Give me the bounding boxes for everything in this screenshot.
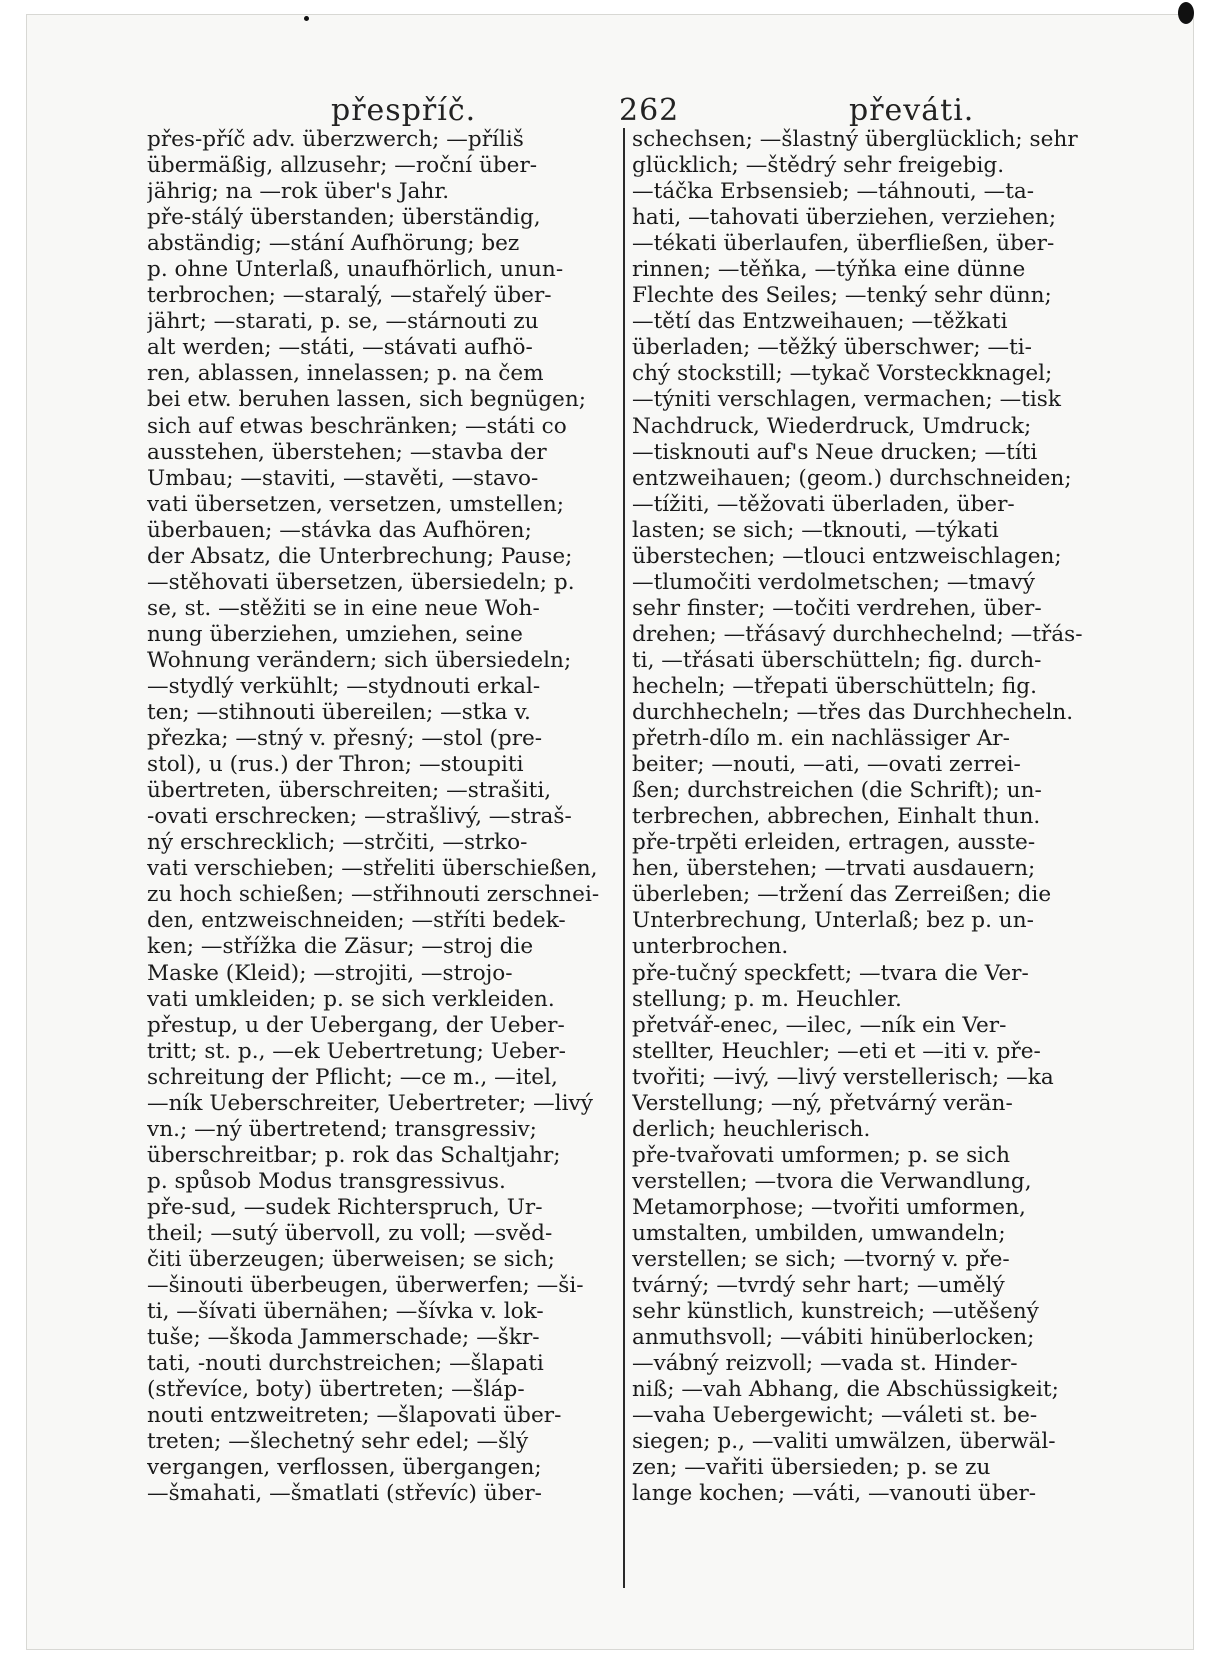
- text-line: überleben; —tržení das Zerreißen; die: [632, 882, 1052, 908]
- text-line: pře-tučný speckfett; —tvara die Ver-: [632, 960, 1029, 986]
- text-line: chý stockstill; —tykač Vorsteckknagel;: [632, 361, 1053, 387]
- text-line: stellter, Heuchler; —eti et —iti v. pře-: [632, 1038, 1041, 1064]
- text-line: beiter; —nouti, —ati, —ovati zerrei-: [632, 752, 1021, 778]
- text-line: überstechen; —tlouci entzweischlagen;: [632, 543, 1062, 569]
- text-line: siegen; p., —valiti umwälzen, überwäl-: [632, 1429, 1056, 1455]
- text-line: abständig; —stání Aufhörung; bez: [147, 231, 520, 257]
- text-line: jährig; na —rok über's Jahr.: [147, 179, 450, 205]
- text-line: tuše; —škoda Jammerschade; —škr-: [147, 1325, 540, 1351]
- text-line: schreitung der Pflicht; —ce m., —itel,: [147, 1064, 558, 1090]
- text-line: stol), u (rus.) der Thron; —stoupiti: [147, 752, 524, 778]
- text-line: bei etw. beruhen lassen, sich begnügen;: [147, 387, 587, 413]
- text-line: sehr künstlich, kunstreich; —utěšený: [632, 1299, 1039, 1325]
- text-line: čiti überzeugen; überweisen; se sich;: [147, 1247, 555, 1273]
- text-line: tvořiti; —ivý, —livý verstellerisch; —ka: [632, 1064, 1054, 1090]
- text-line: zu hoch schießen; —střihnouti zerschnei-: [147, 882, 600, 908]
- text-line: lasten; se sich; —tknouti, —týkati: [632, 517, 999, 543]
- text-line: pře-tvařovati umformen; p. se sich: [632, 1142, 1011, 1168]
- text-line: jährt; —starati, p. se, —stárnouti zu: [147, 309, 539, 335]
- text-line: ti, —třásati überschütteln; fig. durch-: [632, 647, 1042, 673]
- text-line: theil; —sutý übervoll, zu voll; —svěd-: [147, 1220, 553, 1246]
- text-line: tati, -nouti durchstreichen; —šlapati: [147, 1351, 544, 1377]
- text-line: Wohnung verändern; sich übersiedeln;: [147, 647, 572, 673]
- text-line: schechsen; —šlastný überglücklich; sehr: [632, 127, 1078, 152]
- ink-speck: [304, 16, 309, 21]
- text-line: überladen; —těžký überschwer; —ti-: [632, 335, 1032, 361]
- text-line: hecheln; —třepati überschütteln; fig.: [632, 673, 1037, 699]
- text-line: ßen; durchstreichen (die Schrift); un-: [632, 778, 1042, 804]
- text-line: Flechte des Seiles; —tenký sehr dünn;: [632, 283, 1052, 309]
- text-line: lange kochen; —váti, —vanouti über-: [632, 1481, 1037, 1507]
- text-line: Maske (Kleid); —strojiti, —strojo-: [147, 960, 513, 986]
- text-line: vergangen, verflossen, übergangen;: [147, 1455, 542, 1481]
- text-line: drehen; —třásavý durchhechelnd; —třás-: [632, 621, 1083, 647]
- text-line: tvárný; —tvrdý sehr hart; —umělý: [632, 1273, 1005, 1299]
- text-line: ný erschrecklich; —strčiti, —strko-: [147, 830, 528, 856]
- text-line: vati umkleiden; p. se sich verkleiden.: [147, 986, 555, 1012]
- text-line: zen; —vařiti übersieden; p. se zu: [632, 1455, 991, 1481]
- text-line: —stydlý verkühlt; —stydnouti erkal-: [147, 673, 541, 699]
- text-line: nouti entzweitreten; —šlapovati über-: [147, 1403, 562, 1429]
- text-line: —stěhovati übersetzen, übersiedeln; p.: [147, 569, 575, 595]
- text-line: unterbrochen.: [632, 934, 789, 960]
- text-line: —vaha Uebergewicht; —váleti st. be-: [632, 1403, 1038, 1429]
- text-line: —tětí das Entzweihauen; —těžkati: [632, 309, 1008, 335]
- page-number: 262: [619, 93, 680, 128]
- text-line: Umbau; —staviti, —stavěti, —stavo-: [147, 465, 539, 491]
- text-line: alt werden; —státi, —stávati aufhö-: [147, 335, 533, 361]
- text-line: rinnen; —těňka, —týňka eine dünne: [632, 257, 1026, 283]
- text-line: durchhecheln; —třes das Durchhecheln.: [632, 700, 1074, 726]
- text-line: hen, überstehen; —trvati ausdauern;: [632, 856, 1036, 882]
- header-first-entry: přespříč.: [331, 93, 477, 128]
- text-line: —ník Ueberschreiter, Uebertreter; —livý: [147, 1090, 593, 1116]
- text-line: anmuthsvoll; —vábiti hinüberlocken;: [632, 1325, 1035, 1351]
- text-line: stellung; p. m. Heuchler.: [632, 986, 902, 1012]
- text-line: entzweihauen; (geom.) durchschneiden;: [632, 465, 1072, 491]
- text-line: p. ohne Unterlaß, unaufhörlich, unun-: [147, 257, 564, 283]
- text-line: —tisknouti auf's Neue drucken; —títi: [632, 439, 1038, 465]
- text-line: přestup, u der Uebergang, der Ueber-: [147, 1012, 565, 1038]
- text-line: p. spůsob Modus transgressivus.: [147, 1168, 506, 1194]
- text-line: Verstellung; —ný, přetvárný verän-: [632, 1090, 1013, 1116]
- text-line: —tížiti, —těžovati überladen, über-: [632, 491, 1015, 517]
- text-line: übermäßig, allzusehr; —roční über-: [147, 153, 538, 179]
- text-line: se, st. —stěžiti se in eine neue Woh-: [147, 595, 540, 621]
- text-line: přetrh-dílo m. ein nachlässiger Ar-: [632, 726, 1010, 752]
- text-line: ti, —šívati übernähen; —šívka v. lok-: [147, 1299, 544, 1325]
- text-line: Metamorphose; —tvořiti umformen,: [632, 1194, 1026, 1220]
- text-line: přetvář-enec, —ilec, —ník ein Ver-: [632, 1012, 1007, 1038]
- text-line: Unterbrechung, Unterlaß; bez p. un-: [632, 908, 1034, 934]
- text-line: überschreitbar; p. rok das Schaltjahr;: [147, 1142, 561, 1168]
- text-line: übertreten, überschreiten; —strašiti,: [147, 778, 552, 804]
- text-line: —tlumočiti verdolmetschen; —tmavý: [632, 569, 1035, 595]
- text-line: pře-sud, —sudek Richterspruch, Ur-: [147, 1194, 543, 1220]
- header-last-entry: převáti.: [849, 93, 975, 128]
- text-line: —šinouti überbeugen, überwerfen; —ši-: [147, 1273, 584, 1299]
- text-line: ren, ablassen, innelassen; p. na čem: [147, 361, 544, 387]
- text-line: ten; —stihnouti übereilen; —stka v.: [147, 700, 531, 726]
- text-line: verstellen; se sich; —tvorný v. pře-: [632, 1247, 1010, 1273]
- text-line: pře-stálý überstanden; überständig,: [147, 205, 541, 231]
- text-line: nung überziehen, umziehen, seine: [147, 621, 523, 647]
- text-line: hati, —tahovati überziehen, verziehen;: [632, 205, 1057, 231]
- text-line: terbrochen; —staralý, —stařelý über-: [147, 283, 552, 309]
- text-line: derlich; heuchlerisch.: [632, 1116, 871, 1142]
- text-line: ken; —střížka die Zäsur; —stroj die: [147, 934, 534, 960]
- text-line: sehr finster; —točiti verdrehen, über-: [632, 595, 1042, 621]
- text-line: verstellen; —tvora die Verwandlung,: [632, 1168, 1032, 1194]
- text-line: —vábný reizvoll; —vada st. Hinder-: [632, 1351, 1018, 1377]
- column-divider: [623, 128, 625, 1588]
- text-line: (střevíce, boty) übertreten; —šláp-: [147, 1377, 525, 1403]
- text-line: —táčka Erbsensieb; —táhnouti, —ta-: [632, 179, 1035, 205]
- text-line: ausstehen, überstehen; —stavba der: [147, 439, 547, 465]
- text-line: —tékati überlaufen, überfließen, über-: [632, 231, 1055, 257]
- text-line: treten; —šlechetný sehr edel; —šlý: [147, 1429, 529, 1455]
- text-line: niß; —vah Abhang, die Abschüssigkeit;: [632, 1377, 1059, 1403]
- ink-blot: [1178, 2, 1194, 24]
- text-line: —týniti verschlagen, vermachen; —tisk: [632, 387, 1061, 413]
- text-line: sich auf etwas beschränken; —státi co: [147, 413, 567, 439]
- text-line: überbauen; —stávka das Aufhören;: [147, 517, 532, 543]
- text-line: —šmahati, —šmatlati (střevíc) über-: [147, 1481, 542, 1507]
- text-line: -ovati erschrecken; —strašlivý, —straš-: [147, 804, 572, 830]
- text-line: vn.; —ný übertretend; transgressiv;: [147, 1116, 537, 1142]
- right-text-column: [632, 127, 1102, 1507]
- text-line: vati übersetzen, versetzen, umstellen;: [147, 491, 565, 517]
- text-line: přezka; —stný v. přesný; —stol (pre-: [147, 726, 543, 752]
- text-line: den, entzweischneiden; —stříti bedek-: [147, 908, 566, 934]
- text-line: umstalten, umbilden, umwandeln;: [632, 1220, 1006, 1246]
- text-line: glücklich; —štědrý sehr freigebig.: [632, 153, 1005, 179]
- left-text-column: [147, 127, 617, 1507]
- text-line: přes-příč adv. überzwerch; —příliš: [147, 127, 524, 152]
- text-line: tritt; st. p., —ek Uebertretung; Ueber-: [147, 1038, 566, 1064]
- text-line: der Absatz, die Unterbrechung; Pause;: [147, 543, 573, 569]
- text-line: pře-trpěti erleiden, ertragen, ausste-: [632, 830, 1036, 856]
- text-line: terbrechen, abbrechen, Einhalt thun.: [632, 804, 1041, 830]
- text-line: vati verschieben; —střeliti überschießen,: [147, 856, 598, 882]
- text-line: Nachdruck, Wiederdruck, Umdruck;: [632, 413, 1032, 439]
